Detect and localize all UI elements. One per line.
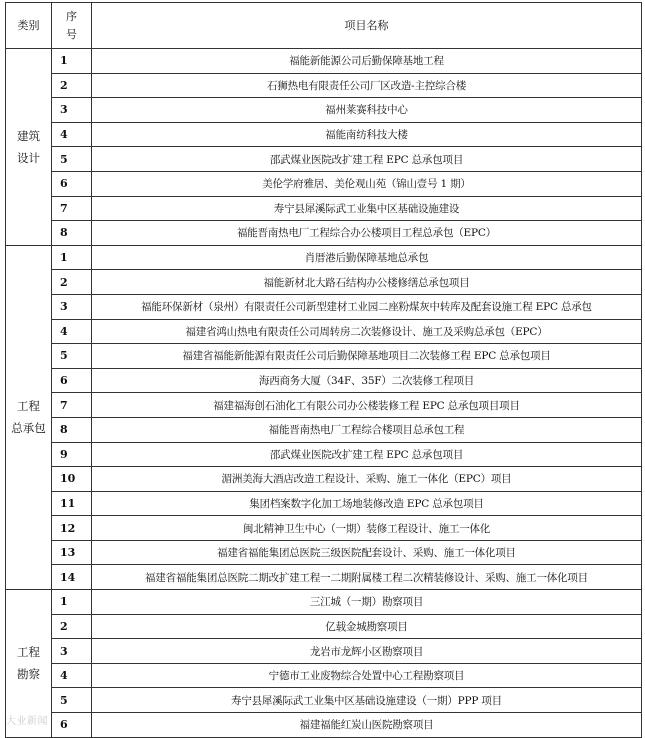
project-name-cell: 福建福能红炭山医院勘察项目 bbox=[92, 713, 642, 738]
table-row bbox=[6, 49, 642, 74]
project-name-cell: 邵武煤业医院改扩建工程 EPC 总承包项目 bbox=[92, 147, 642, 172]
table-body bbox=[6, 49, 642, 738]
watermark: 大业新闻 bbox=[6, 716, 48, 727]
table-header-row bbox=[6, 3, 642, 49]
project-name-cell: 福能新能源公司后勤保障基地工程 bbox=[92, 49, 642, 74]
project-name-cell: 美伦学府雅居、美伦观山苑（锦山壹号 1 期） bbox=[92, 171, 642, 196]
seq-cell: 1 bbox=[52, 590, 92, 615]
seq-cell: 2 bbox=[52, 73, 92, 98]
table-row bbox=[6, 417, 642, 442]
table-row bbox=[6, 663, 642, 688]
table-row bbox=[6, 467, 642, 492]
project-name-cell: 福能南纺科技大楼 bbox=[92, 122, 642, 147]
project-name-cell: 福建省福能集团总医院二期改扩建工程一二期附属楼工程二次精装修设计、采购、施工一体化项目 bbox=[92, 565, 642, 590]
project-name-cell: 福建省福能集团总医院三级医院配套设计、采购、施工一体化项目 bbox=[92, 540, 642, 565]
project-name-cell: 湄洲美海大酒店改造工程设计、采购、施工一体化（EPC）项目 bbox=[92, 467, 642, 492]
table-row bbox=[6, 270, 642, 295]
seq-cell: 8 bbox=[52, 221, 92, 246]
seq-cell: 3 bbox=[52, 98, 92, 123]
seq-cell: 13 bbox=[52, 540, 92, 565]
table-row bbox=[6, 590, 642, 615]
table-row bbox=[6, 147, 642, 172]
table-row bbox=[6, 294, 642, 319]
project-name-cell: 福建省福能新能源有限责任公司后勤保障基地项目二次装修工程 EPC 总承包项目 bbox=[92, 344, 642, 369]
seq-cell: 1 bbox=[52, 245, 92, 270]
seq-cell: 4 bbox=[52, 663, 92, 688]
table-row bbox=[6, 319, 642, 344]
seq-cell: 7 bbox=[52, 393, 92, 418]
table-row bbox=[6, 393, 642, 418]
project-name-cell: 福能环保新材（泉州）有限责任公司新型建材工业园二座粉煤灰中转库及配套设施工程 EPC 总承包 bbox=[92, 294, 642, 319]
table-row bbox=[6, 196, 642, 221]
seq-cell: 14 bbox=[52, 565, 92, 590]
table-row bbox=[6, 221, 642, 246]
table-row bbox=[6, 688, 642, 713]
project-name-cell: 闽北精神卫生中心（一期）装修工程设计、施工一体化 bbox=[92, 516, 642, 541]
project-name-cell: 福能晋南热电厂工程综合办公楼项目工程总承包（EPC） bbox=[92, 221, 642, 246]
seq-cell: 8 bbox=[52, 417, 92, 442]
project-name-cell: 集团档案数字化加工场地装修改造 EPC 总承包项目 bbox=[92, 491, 642, 516]
project-name-cell: 福建福海创石油化工有限公司办公楼装修工程 EPC 总承包项目项目 bbox=[92, 393, 642, 418]
table-row bbox=[6, 713, 642, 738]
project-name-cell: 邵武煤业医院改扩建工程 EPC 总承包项目 bbox=[92, 442, 642, 467]
seq-cell: 2 bbox=[52, 270, 92, 295]
project-name-cell: 福能新材北大路石结构办公楼修缮总承包项目 bbox=[92, 270, 642, 295]
header-category: 类别 bbox=[6, 3, 52, 49]
seq-cell: 12 bbox=[52, 516, 92, 541]
seq-cell: 5 bbox=[52, 147, 92, 172]
seq-cell: 5 bbox=[52, 344, 92, 369]
table-row bbox=[6, 171, 642, 196]
seq-cell: 3 bbox=[52, 294, 92, 319]
seq-cell: 6 bbox=[52, 171, 92, 196]
seq-cell: 10 bbox=[52, 467, 92, 492]
table-row bbox=[6, 639, 642, 664]
project-name-cell: 海西商务大厦（34F、35F）二次装修工程项目 bbox=[92, 368, 642, 393]
project-name-cell: 福建省鸿山热电有限责任公司周转房二次装修设计、施工及采购总承包（EPC） bbox=[92, 319, 642, 344]
project-name-cell: 石狮热电有限责任公司厂区改造-主控综合楼 bbox=[92, 73, 642, 98]
project-name-cell: 寿宁县犀溪际武工业集中区基础设施建设 bbox=[92, 196, 642, 221]
project-name-cell: 宁德市工业废物综合处置中心工程勘察项目 bbox=[92, 663, 642, 688]
table-row bbox=[6, 491, 642, 516]
table-row bbox=[6, 516, 642, 541]
category-cell: 工程 勘察 bbox=[6, 590, 52, 738]
project-name-cell: 寿宁县犀溪际武工业集中区基础设施建设（一期）PPP 项目 bbox=[92, 688, 642, 713]
project-name-cell: 福能晋南热电厂工程综合楼项目总承包工程 bbox=[92, 417, 642, 442]
project-name-cell: 亿载金城勘察项目 bbox=[92, 614, 642, 639]
table-row bbox=[6, 98, 642, 123]
seq-cell: 4 bbox=[52, 122, 92, 147]
category-cell: 建筑 设计 bbox=[6, 49, 52, 246]
table-row bbox=[6, 368, 642, 393]
table-row bbox=[6, 540, 642, 565]
table-row bbox=[6, 442, 642, 467]
project-name-cell: 福州莱赛科技中心 bbox=[92, 98, 642, 123]
table-row bbox=[6, 344, 642, 369]
seq-cell: 7 bbox=[52, 196, 92, 221]
table-row bbox=[6, 245, 642, 270]
table-row bbox=[6, 614, 642, 639]
project-table bbox=[5, 2, 642, 738]
category-cell: 工程 总承包 bbox=[6, 245, 52, 589]
table-row bbox=[6, 565, 642, 590]
seq-cell: 6 bbox=[52, 713, 92, 738]
header-project-name: 项目名称 bbox=[92, 3, 642, 49]
seq-cell: 2 bbox=[52, 614, 92, 639]
project-name-cell: 三江城（一期）勘察项目 bbox=[92, 590, 642, 615]
project-name-cell: 肖厝港后勤保障基地总承包 bbox=[92, 245, 642, 270]
table-row bbox=[6, 122, 642, 147]
seq-cell: 11 bbox=[52, 491, 92, 516]
seq-cell: 9 bbox=[52, 442, 92, 467]
seq-cell: 4 bbox=[52, 319, 92, 344]
table-row bbox=[6, 73, 642, 98]
seq-cell: 1 bbox=[52, 49, 92, 74]
seq-cell: 3 bbox=[52, 639, 92, 664]
seq-cell: 5 bbox=[52, 688, 92, 713]
project-name-cell: 龙岩市龙辉小区勘察项目 bbox=[92, 639, 642, 664]
seq-cell: 6 bbox=[52, 368, 92, 393]
header-seq: 序 号 bbox=[52, 3, 92, 49]
